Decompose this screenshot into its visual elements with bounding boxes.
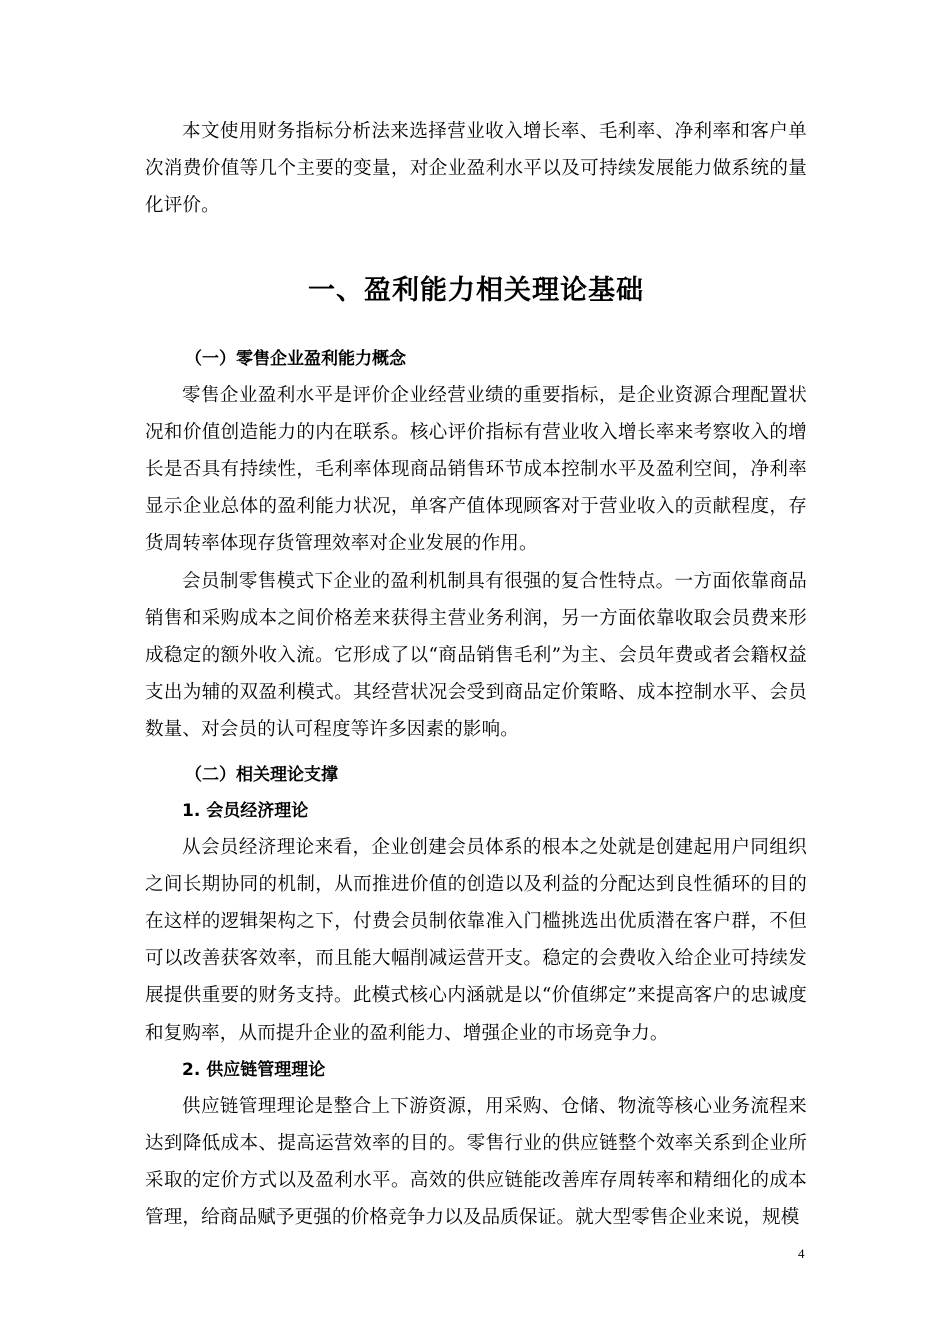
subsection-supply-chain-paragraph: 供应链管理理论是整合上下游资源，用采购、仓储、物流等核心业务流程来达到降低成本、提高运营效率的目的。零售行业的供应链整个效率关系到企业所采取的定价方式以及盈利水平。高效的供应链能改善库存周转率和精细化的成本管理，给商品赋予更强的价格竞争力以及品质保证。就大型零售企业来说，规模 bbox=[145, 1095, 807, 1229]
page-body bbox=[145, 113, 807, 1237]
intro-paragraph: 本文使用财务指标分析法来选择营业收入增长率、毛利率、净利率和客户单次消费价值等几个主要的变量，对企业盈利水平以及可持续发展能力做系统的量化评价。 bbox=[145, 121, 807, 217]
subsection-membership-paragraph: 从会员经济理论来看，企业创建会员体系的根本之处就是创建起用户同组织之间长期协同的机制，从而推进价值的创造以及利益的分配达到良性循环的目的在这样的逻辑架构之下，付费会员制依靠准入门槛挑选出优质潜在客户群，不但可以改善获客效率，而且能大幅削减运营开支。稳定的会费收入给企业可持续发展提供重要的财务支持。此模式核心内涵就是以“价值绑定”来提高客户的忠诚度和复购率，从而提升企业的盈利能力、增强企业的市场竞争力。 bbox=[145, 836, 807, 1044]
section-heading-1: （一）零售企业盈利能力概念 bbox=[185, 348, 406, 369]
chapter-title: 一、盈利能力相关理论基础 bbox=[308, 274, 644, 306]
subsection-heading-supply-chain: 2. 供应链管理理论 bbox=[182, 1059, 326, 1080]
subsection-heading-membership: 1. 会员经济理论 bbox=[182, 800, 309, 821]
section1-paragraph-2: 会员制零售模式下企业的盈利机制具有很强的复合性特点。一方面依靠商品销售和采购成本之间价格差来获得主营业务利润，另一方面依靠收取会员费来形成稳定的额外收入流。它形成了以“商品销售毛利”为主、会员年费或者会籍权益支出为辅的双盈利模式。其经营状况会受到商品定价策略、成本控制水平、会员数量、对会员的认可程度等许多因素的影响。 bbox=[145, 570, 807, 741]
page-number: 4 bbox=[798, 1246, 805, 1261]
section1-paragraph-1: 零售企业盈利水平是评价企业经营业绩的重要指标，是企业资源合理配置状况和价值创造能力的内在联系。核心评价指标有营业收入增长率来考察收入的增长是否具有持续性，毛利率体现商品销售环节成本控制水平及盈利空间，净利率显示企业总体的盈利能力状况，单客产值体现顾客对于营业收入的贡献程度，存货周转率体现存货管理效率对企业发展的作用。 bbox=[145, 384, 807, 555]
section-heading-2: （二）相关理论支撑 bbox=[185, 764, 338, 785]
